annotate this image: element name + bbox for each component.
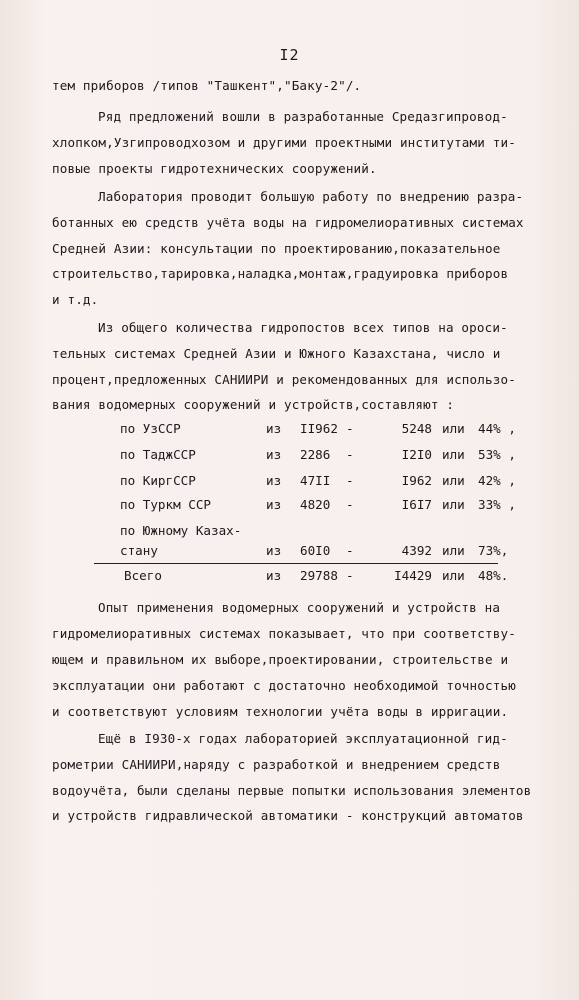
word-iz: из xyxy=(266,421,282,436)
percent: 33% , xyxy=(478,497,516,512)
percent: 42% , xyxy=(478,473,516,488)
total-label: Всего xyxy=(124,568,162,583)
text-line: тем приборов /типов "Ташкент","Баку-2"/. xyxy=(52,78,362,93)
table-total-row xyxy=(0,568,579,586)
text-line: строительство,тарировка,наладка,монтаж,градуировка приборов xyxy=(52,266,509,281)
text-line: хлопком,Узгипроводхозом и другими проектными институтами ти- xyxy=(52,135,516,150)
dash: - xyxy=(346,497,354,512)
word-ili: или xyxy=(442,447,465,462)
dash: - xyxy=(346,568,354,583)
table-row xyxy=(0,473,579,491)
text-line: Средней Азии: консультации по проектированию,показательное xyxy=(52,241,501,256)
text-line: Лаборатория проводит большую работу по внедрению разра- xyxy=(98,189,524,204)
dash: - xyxy=(346,543,354,558)
percent: 48%. xyxy=(478,568,509,583)
percent: 73%, xyxy=(478,543,509,558)
region-name-cont: стану xyxy=(120,543,158,558)
total-count: 4820 xyxy=(300,497,331,512)
total-count: 29788 xyxy=(300,568,338,583)
table-row xyxy=(0,447,579,465)
text-line: рометрии САНИИРИ,наряду с разработкой и внедрением средств xyxy=(52,757,501,772)
text-line: повые проекты гидротехнических сооружений. xyxy=(52,161,377,176)
text-line: Ещё в I930-х годах лабораторией эксплуатационной гид- xyxy=(98,731,508,746)
table-row xyxy=(0,523,579,541)
region-name: по УзССР xyxy=(120,421,181,436)
recommended-count: 5248 xyxy=(401,421,432,436)
percent: 53% , xyxy=(478,447,516,462)
word-ili: или xyxy=(442,543,465,558)
word-iz: из xyxy=(266,543,282,558)
dash: - xyxy=(346,473,354,488)
word-ili: или xyxy=(442,421,465,436)
recommended-count: I962 xyxy=(401,473,432,488)
region-name: по ТаджССР xyxy=(120,447,196,462)
word-iz: из xyxy=(266,568,282,583)
table-row xyxy=(0,421,579,439)
text-line: гидромелиоративных системах показывает, что при соответству- xyxy=(52,626,516,641)
table-row xyxy=(0,497,579,515)
word-iz: из xyxy=(266,497,282,512)
recommended-count: I2I0 xyxy=(401,447,432,462)
region-name: по Южному Казах- xyxy=(120,523,242,538)
text-line: ботанных ею средств учёта воды на гидромелиоративных системах xyxy=(52,215,524,230)
text-line: Ряд предложений вошли в разработанные Средазгипровод- xyxy=(98,109,508,124)
total-count: 60I0 xyxy=(300,543,331,558)
total-count: 47II xyxy=(300,473,331,488)
word-ili: или xyxy=(442,568,465,583)
word-iz: из xyxy=(266,473,282,488)
percent: 44% , xyxy=(478,421,516,436)
text-line: процент,предложенных САНИИРИ и рекомендованных для использо- xyxy=(52,372,516,387)
text-line: эксплуатации они работают с достаточно необходимой точностью xyxy=(52,678,516,693)
word-ili: или xyxy=(442,497,465,512)
text-line: тельных системах Средней Азии и Южного Казахстана, число и xyxy=(52,346,501,361)
recommended-count: 4392 xyxy=(401,543,432,558)
word-iz: из xyxy=(266,447,282,462)
text-line: и устройств гидравлической автоматики - конструкций автоматов xyxy=(52,808,524,823)
recommended-count: I4429 xyxy=(394,568,432,583)
region-name: по КиргССР xyxy=(120,473,196,488)
text-line: Из общего количества гидропостов всех типов на ороси- xyxy=(98,320,508,335)
text-line: водоучёта, были сделаны первые попытки использования элементов xyxy=(52,783,532,798)
total-count: II962 xyxy=(300,421,338,436)
word-ili: или xyxy=(442,473,465,488)
recommended-count: I6I7 xyxy=(401,497,432,512)
dash: - xyxy=(346,421,354,436)
page-number: I2 xyxy=(279,46,300,64)
dash: - xyxy=(346,447,354,462)
text-line: вания водомерных сооружений и устройств,составляют : xyxy=(52,397,455,412)
text-line: Опыт применения водомерных сооружений и устройств на xyxy=(98,600,501,615)
text-line: и т.д. xyxy=(52,292,99,307)
text-line: ющем и правильном их выборе,проектировании, строительстве и xyxy=(52,652,509,667)
region-name: по Туркм ССР xyxy=(120,497,211,512)
text-line: и соответствуют условиям технологии учёта воды в ирригации. xyxy=(52,704,509,719)
table-row xyxy=(0,543,579,561)
total-count: 2286 xyxy=(300,447,331,462)
table-total-rule xyxy=(94,563,498,564)
